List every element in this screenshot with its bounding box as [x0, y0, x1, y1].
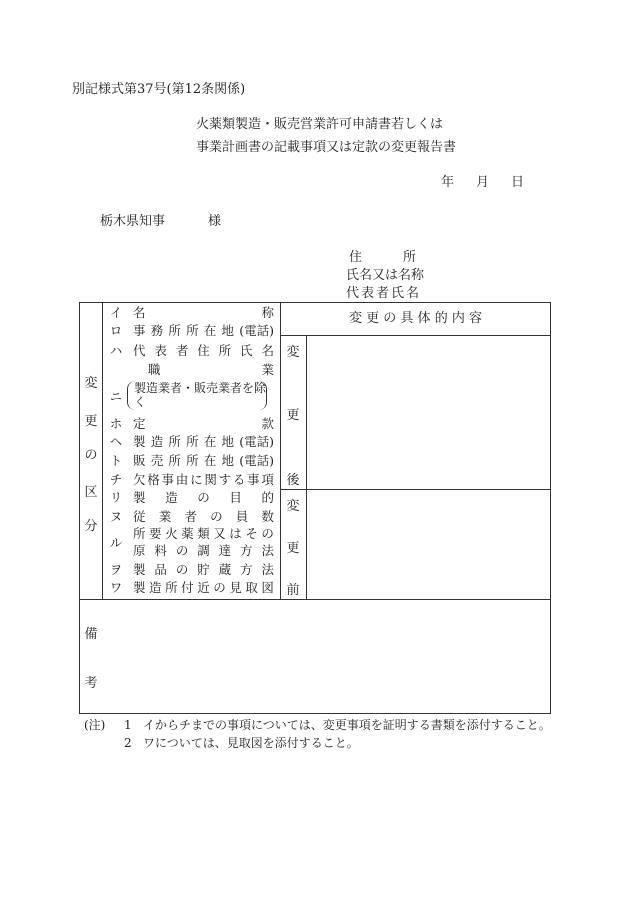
addressee-honorific: 様 — [208, 214, 222, 229]
form-number: 別記様式第37号(第12条関係) — [72, 82, 246, 97]
after-change-content-cell[interactable] — [307, 336, 550, 489]
category-row-ri: リ 製 造 の 目 的 — [109, 490, 274, 505]
before-label-char-2: 更 — [286, 541, 300, 556]
date-day: 日 — [511, 175, 525, 190]
applicant-address-label-2: 所 — [403, 250, 417, 265]
category-header-char-1: 変 — [84, 376, 98, 391]
note-2-text: ワについては、見取図を添付すること。 — [143, 736, 359, 750]
notes-prefix: (注) — [84, 718, 106, 732]
date-month: 月 — [476, 175, 490, 190]
applicant-address-label-1: 住 — [349, 250, 363, 265]
category-row-nu: ヌ 従 業 者 の 員 数 — [109, 509, 274, 524]
category-header-char-3: の — [84, 448, 98, 463]
after-label-char-3: 後 — [286, 473, 300, 488]
category-row-to: ト 販 売 所 所 在 地 (電話) — [109, 453, 274, 468]
category-header-char-2: 更 — [84, 414, 98, 429]
before-change-content-cell[interactable] — [307, 490, 550, 599]
category-row-i: イ 名 称 — [109, 305, 274, 320]
before-label-char-3: 前 — [286, 583, 300, 598]
title-line-2: 事業計画書の記載事項又は定款の変更報告書 — [196, 140, 457, 155]
note-2-number: 2 — [124, 736, 132, 750]
exclusion-note: 製造業者・販売業者を除 く — [127, 381, 267, 410]
category-header-char-4: 区 — [84, 485, 98, 500]
category-row-ru: ル — [109, 535, 123, 550]
category-row-wa: ワ 製 造 所 付 近 の 見 取 図 — [109, 580, 274, 595]
category-row-wo: ヲ 製 品 の 貯 蔵 方 法 — [109, 562, 274, 577]
applicant-name-label: 氏名又は名称 — [346, 268, 425, 283]
title-line-1: 火薬類製造・販売営業許可申請書若しくは — [196, 117, 444, 132]
note-1-number: 1 — [124, 718, 132, 732]
addressee-name: 栃木県知事 — [100, 214, 166, 229]
date-year: 年 — [441, 175, 455, 190]
note-1-text: イからチまでの事項については、変更事項を証明する書類を添付すること。 — [143, 718, 551, 732]
content-header: 変 更 の 具 体 的 内 容 — [349, 311, 482, 326]
category-row-shokugyo: 職 業 — [148, 362, 274, 377]
category-row-he: ヘ 製 造 所 所 在 地 (電話) — [109, 434, 274, 449]
category-row-ha: ハ 代 表 者 住 所 氏 名 — [109, 343, 274, 358]
category-row-ni: ニ — [109, 389, 123, 404]
after-label-char-1: 変 — [286, 345, 300, 360]
applicant-representative-label: 代表者氏名 — [346, 286, 422, 301]
category-row-ru-line-2: 原 料 の 調 達 方 法 — [133, 543, 274, 558]
before-label-char-1: 変 — [286, 499, 300, 514]
category-row-ru-line-1: 所 要 火 薬 類 又 は そ の — [133, 526, 274, 541]
category-header-char-5: 分 — [84, 519, 98, 534]
category-row-ho: ホ 定 款 — [109, 416, 274, 431]
remarks-label-char-1: 備 — [84, 627, 98, 642]
category-row-chi: チ 欠 格 事 由 に 関 す る 事 項 — [109, 472, 274, 487]
remarks-label-char-2: 考 — [84, 676, 98, 691]
after-label-char-2: 更 — [286, 408, 300, 423]
category-row-ro: ロ 事 務 所 所 在 地 (電話) — [109, 323, 274, 338]
remarks-content-cell[interactable] — [103, 600, 550, 713]
